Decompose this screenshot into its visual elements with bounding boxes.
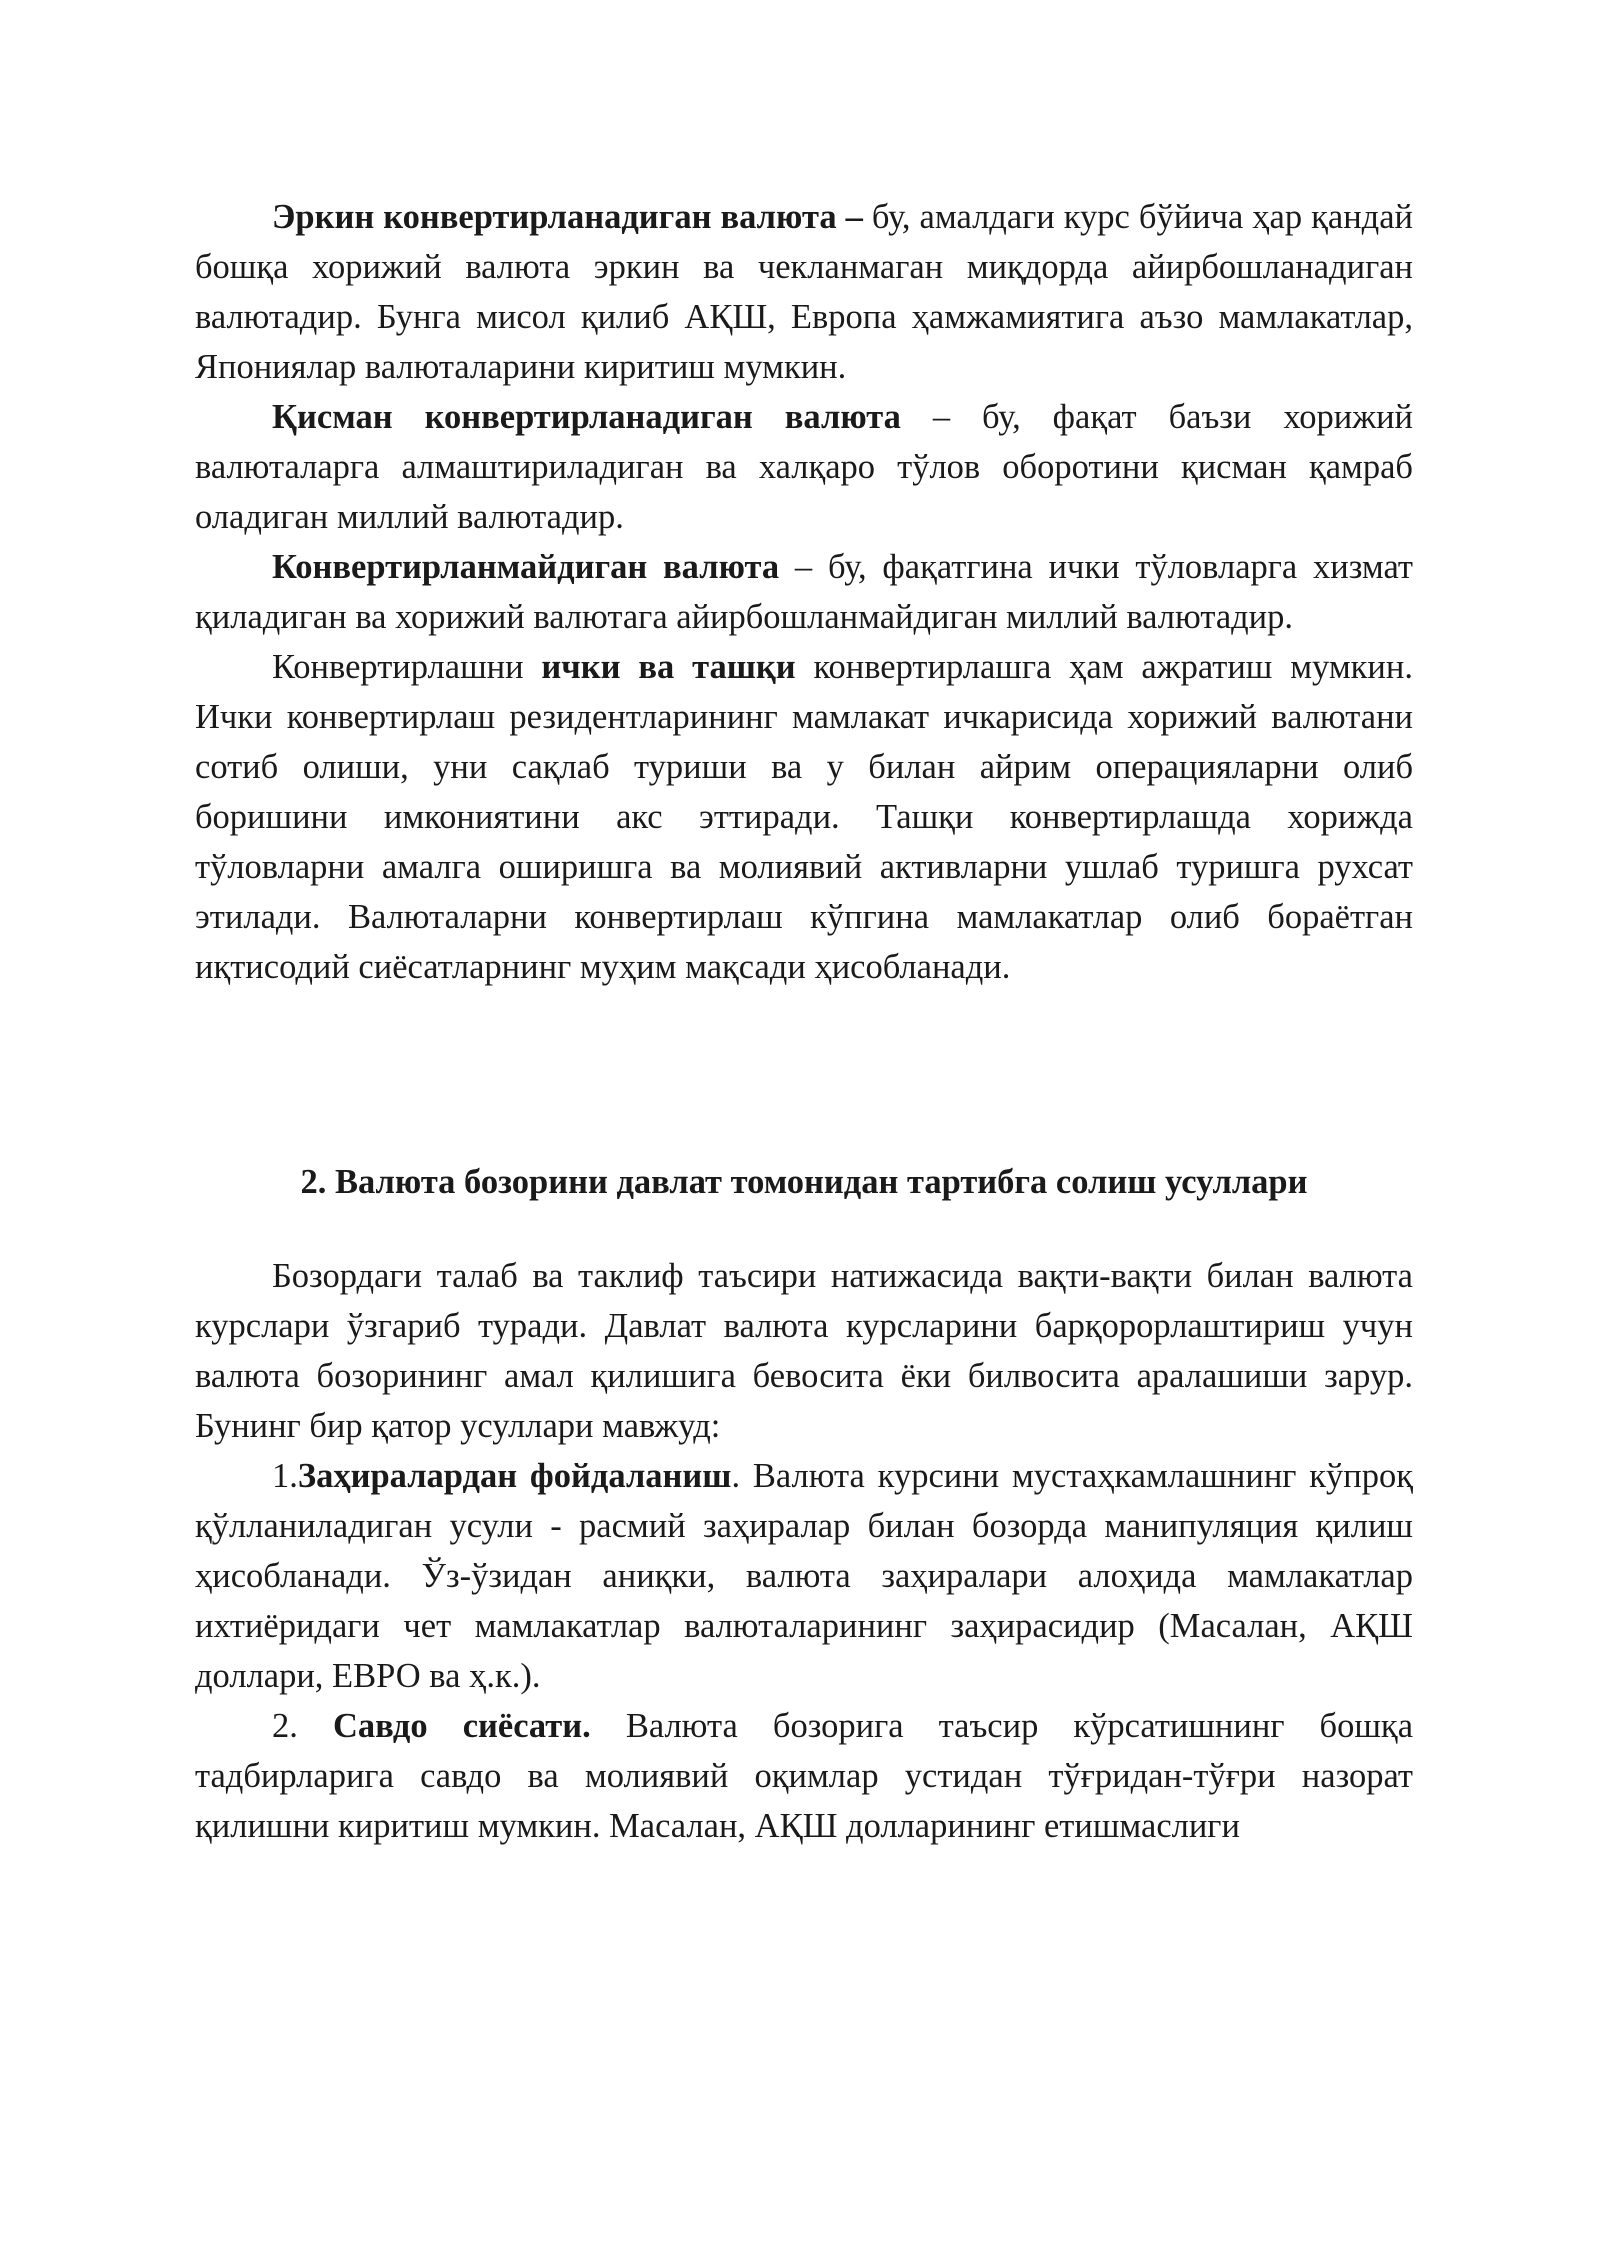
section-heading: 2. Валюта бозорини давлат томонидан тартибга солиш усуллари: [300, 1163, 1308, 1201]
paragraph-text: бу, амалдаги курс бўйича ҳар қандай бошқа хорижий валюта эркин ва чекланмаган миқдорда айирбошланадиган валютадир. Бунга мисол қилиб АҚШ, Европа ҳамжамиятига аъзо мамлакатлар, Япониялар валюталарини киритиш мумкин.: [195, 198, 1413, 386]
paragraph-internal-external: [195, 642, 1413, 992]
spacer: [195, 992, 1413, 1157]
paragraph-lead: Конвертирлашни: [272, 648, 542, 686]
paragraph-text: Валюта бозорига таъсир кўрсатишнинг бошқа тадбирларига савдо ва молиявий оқимлар устидан тўғридан-тўғри назорат қилишни киритиш мумкин. Масалан, АҚШ долларининг етишмаслиги: [195, 1707, 1414, 1845]
paragraph-reserves: [195, 1451, 1413, 1701]
paragraph-partial-convertible: [195, 392, 1413, 542]
paragraph-text: . Валюта курсини мустаҳкамлашнинг кўпроқ қўлланиладиган усули - расмий заҳиралар билан бозорда манипуляция қилиш ҳисобланади. Ўз-ўзидан аниқки, валюта заҳиралари алоҳида мамлакатлар ихтиёридаги чет мамлакатлар валюталарининг заҳирасидир (Масалан, АҚШ доллари, ЕВРО ва ҳ.к.).: [195, 1457, 1413, 1695]
paragraph-non-convertible: [195, 542, 1413, 642]
paragraph-market-intro: [195, 1251, 1413, 1451]
list-number: 2.: [272, 1707, 333, 1745]
paragraph-text: конвертирлашга ҳам ажратиш мумкин. Ички конвертирлаш резидентларининг мамлакат ичкарисида хорижий валютани сотиб олиши, уни сақлаб туриши ва у билан айрим операцияларни олиб боришини имкониятини акс эттиради. Ташқи конвертирлашда хорижда тўловларни амалга оширишга ва молиявий активларни ушлаб туришга рухсат этилади. Валюталарни конвертирлаш кўпгина мамлакатлар олиб бораётган иқтисодий сиёсатларнинг муҳим мақсади ҳисобланади.: [195, 648, 1413, 986]
paragraph-text: Бозордаги талаб ва таклиф таъсири натижасида вақти-вақти билан валюта курслари ўзгариб туради. Давлат валюта курсларини барқорорлаштириш учун валюта бозорининг амал қилишига бевосита ёки билвосита аралашиши зарур. Бунинг бир қатор усуллари мавжуд:: [195, 1257, 1413, 1445]
list-number: 1.: [272, 1457, 298, 1495]
term-partial-convertible: Қисман конвертирланадиган валюта: [272, 398, 901, 436]
paragraph-free-convertible: [195, 192, 1413, 392]
spacer: [195, 1207, 1413, 1251]
term-free-convertible: Эркин конвертирланадиган валюта –: [272, 198, 863, 236]
term-reserves: Заҳиралардан фойдаланиш: [297, 1457, 732, 1495]
document-page: [195, 192, 1413, 1851]
term-internal-external: ички ва ташқи: [541, 648, 796, 686]
term-non-convertible: Конвертирланмайдиган валюта: [272, 548, 780, 586]
paragraph-trade-policy: [195, 1701, 1413, 1851]
term-trade-policy: Савдо сиёсати.: [332, 1707, 591, 1745]
paragraph-text: – бу, фақатгина ички тўловларга хизмат қиладиган ва хорижий валютага айирбошланмайдиган миллий валютадир.: [195, 548, 1413, 636]
paragraph-text: – бу, фақат баъзи хорижий валюталарга алмаштириладиган ва халқаро тўлов оборотини қисман қамраб оладиган миллий валютадир.: [195, 398, 1414, 536]
